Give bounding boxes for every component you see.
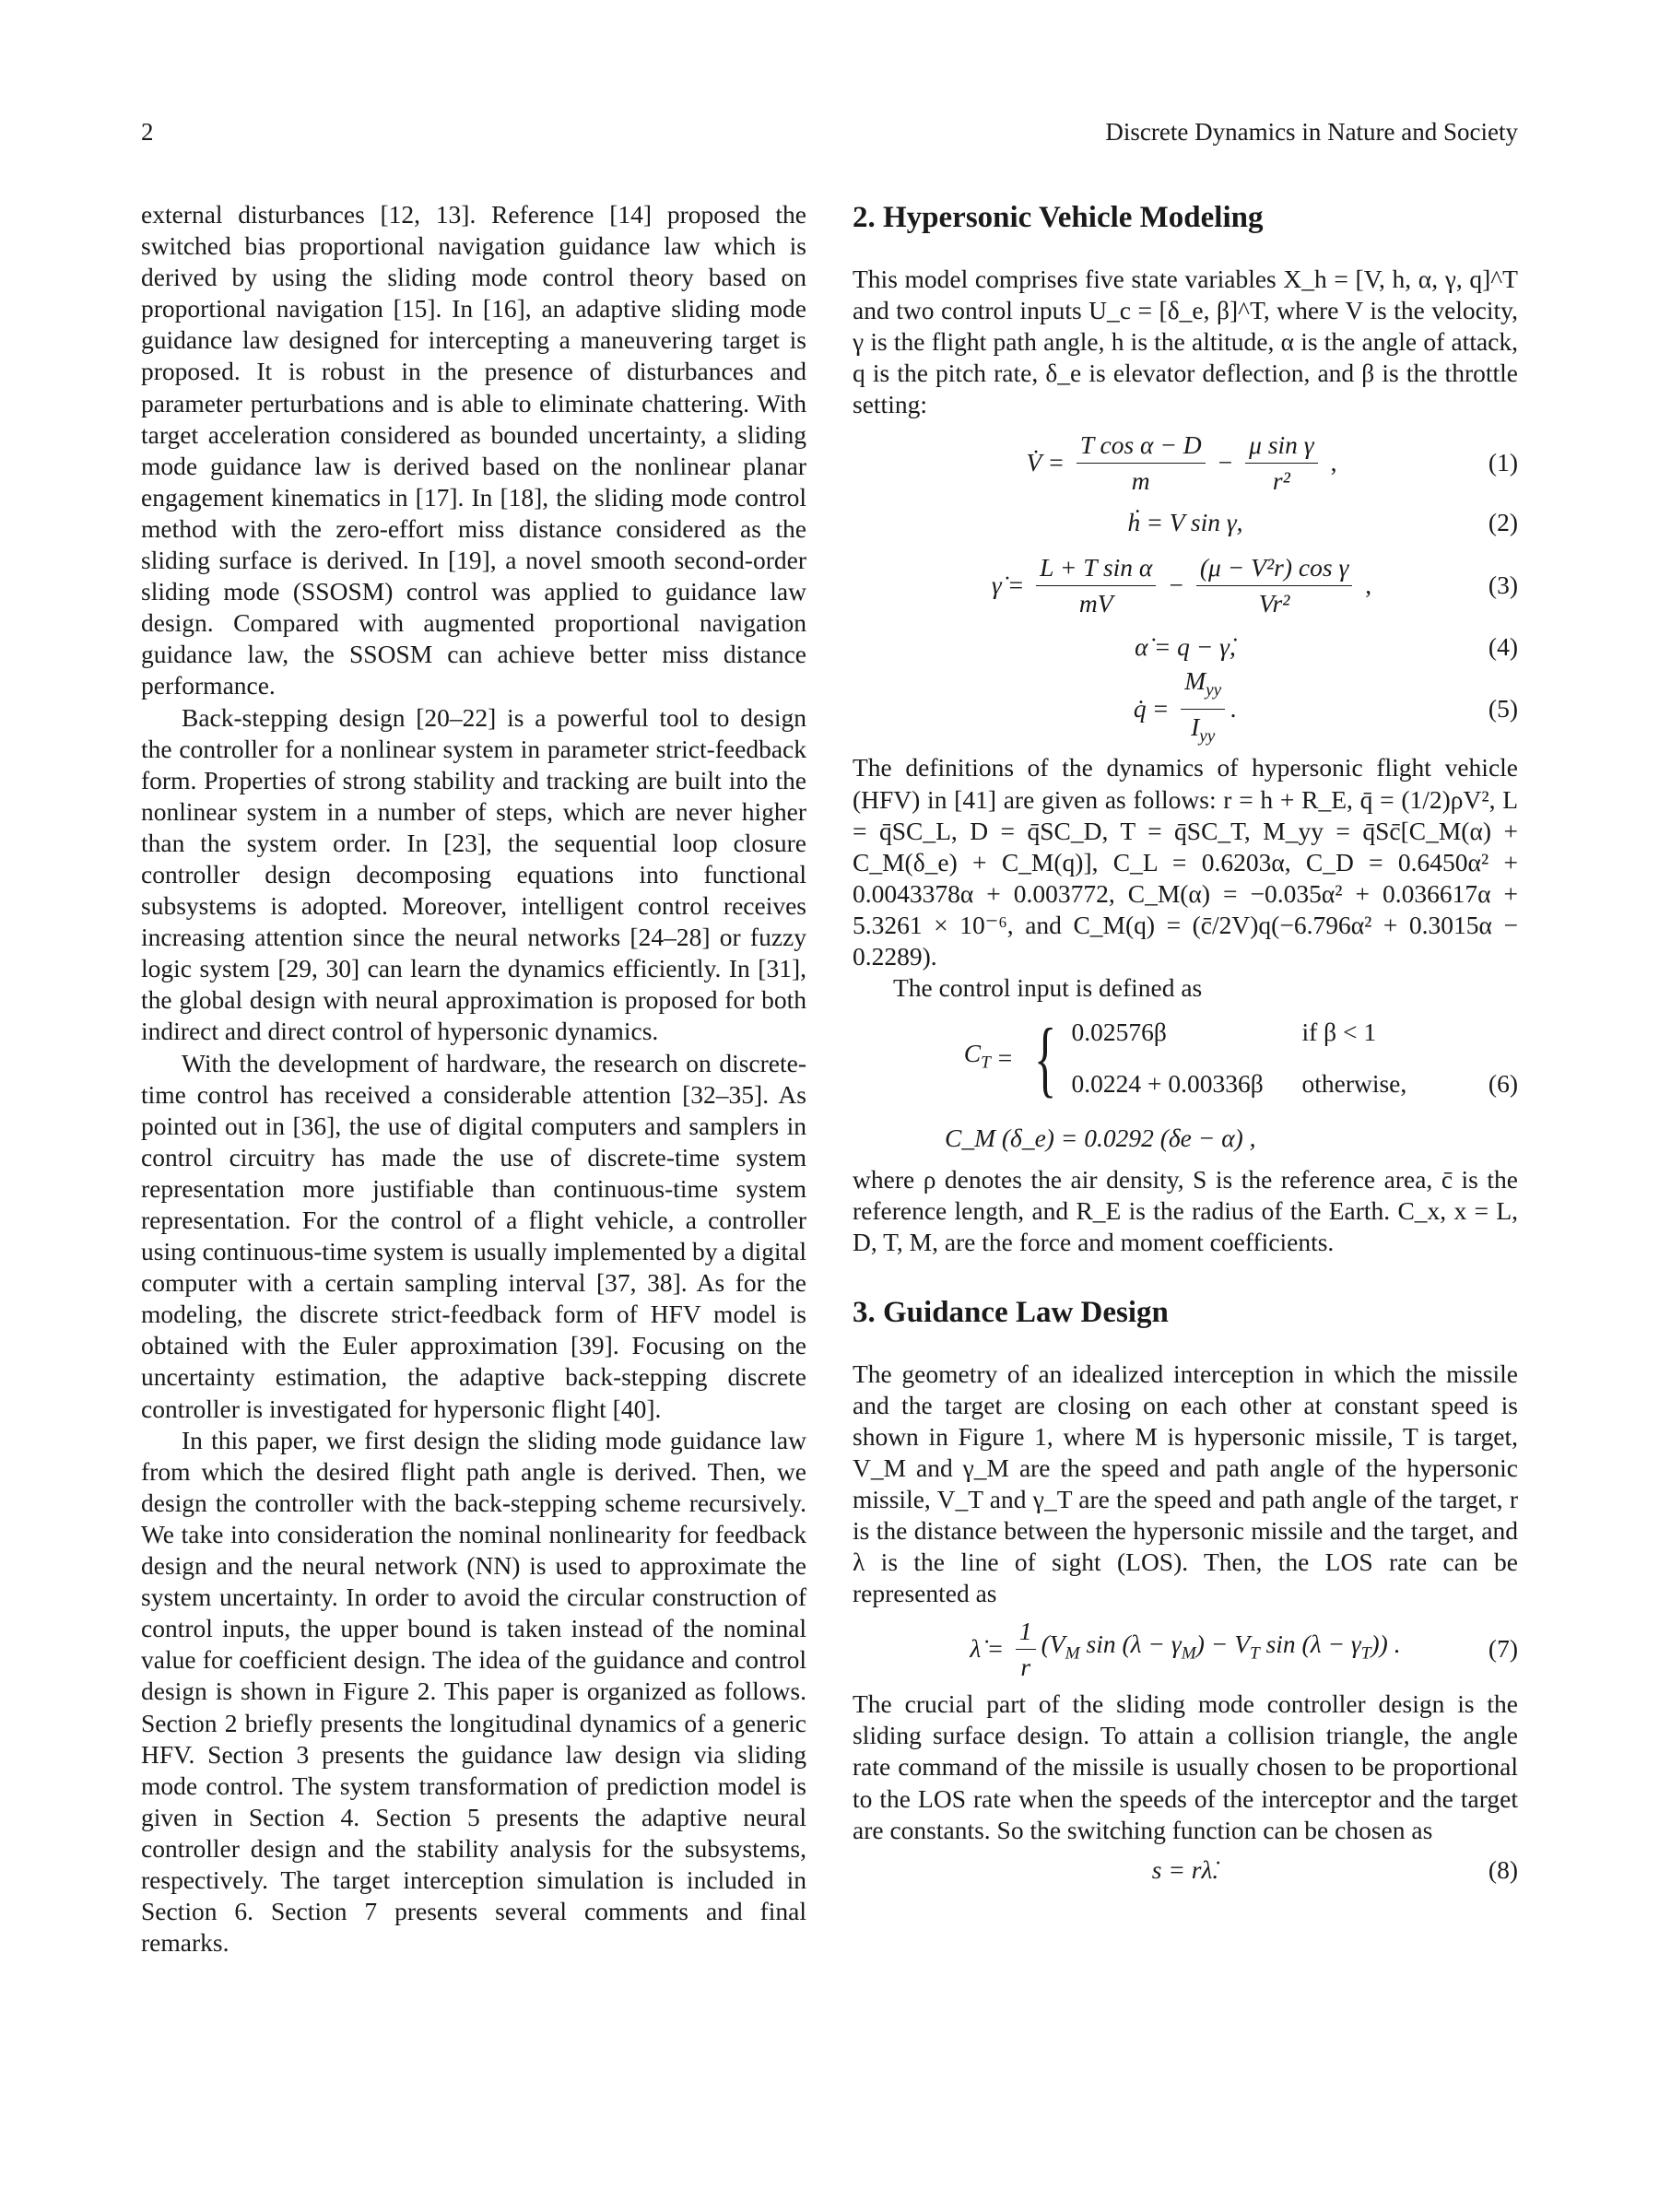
equation-7: λ̇ = $\frac{1}{r}$ ($V_M$ $\sin (\lambda - \gamma_M) - V_T$ $\sin (\lambda - \gamma_T)$) . (7): [970, 1616, 1518, 1681]
equation-8: s = rλ̇. (8): [853, 1846, 1518, 1894]
journal-name: Discrete Dynamics in Nature and Society: [1105, 118, 1518, 146]
section-2-heading: 2. Hypersonic Vehicle Modeling: [853, 201, 1264, 234]
equation-2: ḣ = V sin γ, (2): [853, 500, 1518, 546]
ct-case-1: 0.02576β: [1071, 1018, 1167, 1047]
equation-3: γ̇ = $\frac{\text{L + T sin α}}{mV}$ − $\frac{\text{(μ − V²r) cos γ}}{\text{Vr²}}$ , (3): [991, 552, 1518, 618]
equation-number: (3): [1488, 571, 1518, 600]
ct-condition-2: otherwise,: [1301, 1069, 1407, 1099]
section-3-geometry: The geometry of an idealized interception in which the missile and the target are closing on each other at constant speed is shown in Figure 1, where M is hypersonic missile, T is target, V_M and γ_M are the speed and path angle of the hypersonic missile, V_T and γ_T are the speed and path angle of the target, r is the distance between the hypersonic missile and the target, and λ is the line of sight (LOS). Then, the LOS rate can be represented as: [853, 1359, 1518, 1608]
equation-1: V̇ = $\frac{\text{T cos α − D}}{m}$ − $\frac{\text{μ sin γ}}{\text{r²}}$ , (1): [1026, 429, 1518, 495]
equation-number: (5): [1488, 694, 1518, 724]
paragraph-backstepping: Back-stepping design [20–22] is a powerful tool to design the controller for a nonlinear system in parameter strict-feedback form. Properties of strong stability and tracking are built into the nonlinear system in a number of steps, which are never higher than the system order. In [23], the sequential loop closure controller design decomposing equations into functional subsystems is adopted. Moreover, intelligent control receives increasing attention since the neural networks [24–28] or fuzzy logic system [29, 30] can learn the dynamics efficiently. In [31], the global design with neural approximation is proposed for both indirect and direct control of hypersonic dynamics.: [141, 702, 806, 1046]
paragraph-discrete-time: With the development of hardware, the research on discrete-time control has received a considerable attention [32–35]. As pointed out in [36], the use of digital computers and samplers in control circuitry has made the use of discrete-time system representation more justifiable than continuous-time system representation. For the control of a flight vehicle, a controller using continuous-time system is usually implemented by a digital computer with a certain sampling interval [37, 38]. As for the modeling, the discrete strict-feedback form of HFV model is obtained with the Euler approximation [39]. Focusing on the uncertainty estimation, the adaptive back-stepping discrete controller is investigated for hypersonic flight [40].: [141, 1048, 806, 1423]
ct-condition-1: if β < 1: [1301, 1018, 1377, 1047]
hfv-definitions: The definitions of the dynamics of hypersonic flight vehicle (HFV) in [41] are given as follows: r = h + R_E, q̄ = (1/2)ρV², L = q̄SC_L, D = q̄SC_D, T = q̄SC_T, M_yy = q̄Sc̄[C_M(α) + C_M(δ_e) + C_M(q)], C_L = 0.6203α, C_D = 0.6450α² + 0.0043378α + 0.003772, C_M(α) = −0.035α² + 0.036617α + 5.3261 × 10⁻⁶, and C_M(q) = (c̄/2V)q(−6.796α² + 0.3015α − 0.2289).: [853, 753, 1518, 971]
equation-6: $C_T$ = { 0.02576β if β < 1 0.0224 + 0.00336β otherwise, (6): [963, 1011, 1518, 1106]
left-column: [141, 199, 806, 1959]
equation-number: (4): [1488, 632, 1518, 662]
section-2-intro: This model comprises five state variables X_h = [V, h, α, γ, q]^T and two control inputs U_c = [δ_e, β]^T, where V is the velocity, γ is the flight path angle, h is the altitude, α is the angle of attack, q is the pitch rate, δ_e is elevator deflection, and β is the throttle setting:: [853, 265, 1518, 419]
section-3-sliding-surface: The crucial part of the sliding mode controller design is the sliding surface design. To attain a collision triangle, the angle rate command of the missile is usually chosen to be proportional to the LOS rate when the speeds of the interceptor and the target are constants. So the switching function can be chosen as: [853, 1689, 1518, 1844]
running-header: [141, 118, 1518, 155]
equation-number: (7): [1488, 1634, 1518, 1664]
equation-number: (6): [1488, 1069, 1518, 1099]
section-3-heading: 3. Guidance Law Design: [853, 1295, 1169, 1329]
control-input-text: The control input is defined as: [893, 973, 1203, 1003]
paragraph-intro-continued: external disturbances [12, 13]. Reference [14] proposed the switched bias proportional navigation guidance law which is derived by using the sliding mode control theory based on proportional navigation [15]. In [16], an adaptive sliding mode guidance law designed for intercepting a maneuvering target is proposed. It is robust in the presence of disturbances and parameter perturbations and is able to eliminate chattering. With target acceleration considered as bounded uncertainty, a sliding mode guidance law is derived based on the nonlinear planar engagement kinematics in [17]. In [18], the sliding mode control method with the zero-effort miss distance considered as the sliding surface is derived. In [19], a novel smooth second-order sliding mode (SSOSM) control was applied to guidance law design. Compared with augmented proportional navigation guidance law, the SSOSM can achieve better miss distance performance.: [141, 200, 806, 700]
ct-case-2: 0.0224 + 0.00336β: [1071, 1069, 1264, 1099]
equation-cm: C_M (δ_e) = 0.0292 (δe − α) ,: [945, 1124, 1256, 1153]
equation-4: α̇ = q − γ̇, (4): [853, 625, 1518, 669]
equation-number: (8): [1488, 1854, 1518, 1884]
equation-number: (1): [1488, 448, 1518, 477]
parameter-definitions: where ρ denotes the air density, S is the reference area, c̄ is the reference length, and R_E is the radius of the Earth. C_x, x = L, D, T, M, are the force and moment coefficients.: [853, 1165, 1518, 1257]
paragraph-paper-outline: In this paper, we first design the sliding mode guidance law from which the desired flight path angle is derived. Then, we design the controller with the back-stepping scheme recursively. We take into consideration the nominal nonlinearity for feedback design and the neural network (NN) is used to approximate the system uncertainty. In order to avoid the circular construction of control inputs, the upper bound is taken instead of the nominal value for coefficient design. The idea of the guidance and control design is shown in Figure 2. This paper is organized as follows. Section 2 briefly presents the longitudinal dynamics of a generic HFV. Section 3 presents the guidance law design via sliding mode control. The system transformation of prediction model is given in Section 4. Section 5 presents the adaptive neural controller design and the stability analysis for the subsystems, respectively. The target interception simulation is included in Section 6. Section 7 presents several comments and final remarks.: [141, 1425, 806, 1958]
page-number: 2: [141, 118, 154, 146]
right-column: [853, 199, 1518, 1894]
equation-5: q̇ = $\frac{M_{yy}}{I_{yy}}$ . (5): [1133, 666, 1518, 747]
equation-number: (2): [1488, 508, 1518, 537]
